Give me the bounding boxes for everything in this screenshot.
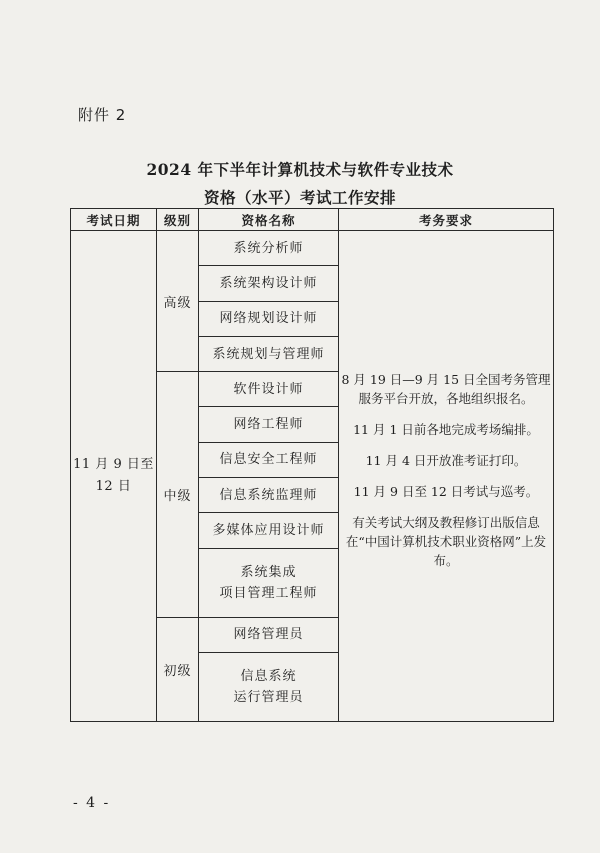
level-junior: 初级	[157, 617, 199, 721]
document-title-line2: 资格（水平）考试工作安排	[203, 188, 396, 207]
requirement-item: 8 月 19 日—9 月 15 日全国考务管理服务平台开放，各地组织报名。	[341, 372, 551, 406]
table-header-row	[71, 209, 554, 231]
qualification-name: 多媒体应用设计师	[199, 513, 339, 548]
qualification-name: 网络工程师	[199, 407, 339, 442]
qualification-name: 信息安全工程师	[199, 442, 339, 477]
exam-date-cell	[71, 231, 157, 722]
level-intermediate: 中级	[157, 372, 199, 617]
exam-date-line2: 12 日	[95, 479, 132, 494]
header-level: 级别	[157, 209, 199, 231]
requirement-item: 11 月 4 日开放准考证打印。	[365, 453, 527, 468]
qualification-name: 软件设计师	[199, 372, 339, 407]
exam-schedule-table	[70, 208, 554, 722]
qualification-name: 系统集成 项目管理工程师	[199, 548, 339, 617]
header-exam-date: 考试日期	[71, 209, 157, 231]
header-qualification-name: 资格名称	[199, 209, 339, 231]
qualification-name: 信息系统监理师	[199, 478, 339, 513]
document-title-line1: 2024 年下半年计算机技术与软件专业技术	[146, 160, 454, 179]
qualification-name: 系统分析师	[199, 231, 339, 266]
exam-date-line1: 11 月 9 日至	[73, 457, 154, 472]
level-senior: 高级	[157, 231, 199, 372]
qualification-name: 信息系统 运行管理员	[199, 652, 339, 721]
qualification-name: 系统规划与管理师	[199, 336, 339, 371]
attachment-label: 附件 2	[78, 106, 127, 124]
requirement-item: 有关考试大纲及教程修订出版信息在“中国计算机技术职业资格网”上发布。	[345, 515, 547, 568]
page-number: - 4 -	[73, 795, 111, 811]
requirement-item: 11 月 9 日至 12 日考试与巡考。	[353, 484, 539, 499]
qualification-name: 网络规划设计师	[199, 301, 339, 336]
table-row	[71, 231, 554, 266]
requirement-item: 11 月 1 日前各地完成考场编排。	[353, 422, 539, 437]
qualification-name: 网络管理员	[199, 617, 339, 652]
qualification-name: 系统架构设计师	[199, 266, 339, 301]
header-requirements: 考务要求	[339, 209, 554, 231]
requirements-cell	[339, 231, 554, 722]
